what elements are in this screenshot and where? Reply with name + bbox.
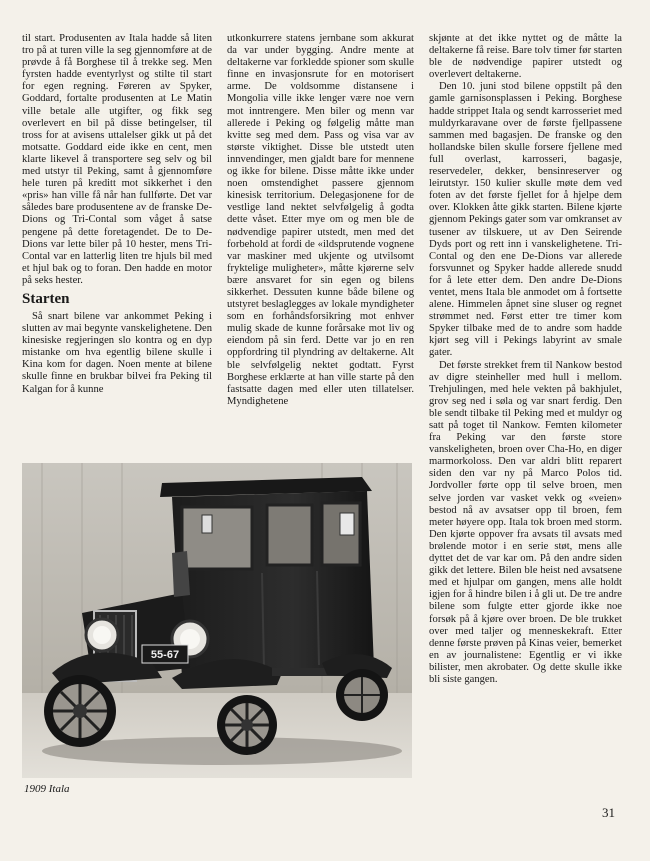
paragraph: Det første strekket frem til Nankow bestod av digre steinheller med hull i mellom. Trehjulingen, med hele vekten på bakhjulet, grov seg ned i søla og var snart ferdig. Den ble sendt tilbake til Peking med et muldyr og satt på toget til Nankow. Femten kilometer fra Peking var den første store vanskeligheten, broen over Cha-Ho, en diger marmorkoloss. Den var aldri blitt reparert siden den var ny på Marco Polos tid. Jordvoller førte opp til selve broen, men selve jorden var vasket vekk og «veien» bestod nå av avsatser opp til broen, fem meter høyere opp. Itala tok broen med storm. Den kjørte oppover fra avsats til avsats med brølende motor i en serie støt, mens alle dyttet det de var kar om. På den andre siden gikk det lettere. Bilen ble heist ned avsatsene med et hjulpar om gangen, mens alle holdt igjen for å hindre bilen i å gli ut. De tre andre bilene som fulgte etter gjorde ikke noe forsøk på å kjøre over broen. De ble trukket over med taljer og menneskekraft. Etter denne første prøven på Kinas veier, bemerket en av journalistene: Egentlig er vi ikke bilister, men akrobater. Og dette skulle ikke bli siste gangen. (429, 359, 622, 685)
front-right-wheel (217, 695, 277, 755)
car-illustration (22, 463, 412, 778)
text-column-1 (22, 33, 212, 396)
text-column-2 (227, 33, 414, 408)
rear-wheel (336, 669, 388, 721)
front-left-wheel (44, 675, 116, 747)
photo-caption: 1909 Itala (24, 783, 70, 795)
paragraph: Så snart bilene var ankommet Peking i slutten av mai begynte vanskelighetene. Den kinesiske regjeringen slo kontra og en dyp mistanke om hva egentlig bilene skulle i Kina kom for dagen. Noen mente at bilene skulle finne en brukbar bilvei fra Peking til Kalgan for å kunne (22, 310, 212, 395)
text-column-3 (429, 33, 622, 686)
section-heading: Starten (22, 290, 70, 307)
paragraph: skjønte at det ikke nyttet og de måtte la deltakerne få reise. Bare tolv timer før starten ble de nødvendige papirer utstedt og overlevert deltakerne. (429, 33, 622, 81)
paragraph: til start. Produsenten av Itala hadde så liten tro på at turen ville la seg gjennomføre at de prøvde å få Borghese til å trekke seg. Men fyrsten hadde eventyrlyst og stilte til start for egen regning. Føreren av Spyker, Goddard, fortalte produsenten at Le Matin ville betale alle utgifter, og fikk seg overlevert en bil på disse betingelser, til tross for at avisens uttalelser gikk ut på det motsatte. Goddard eide ikke en cent, men klarte likevel å transportere seg selv og bil med utstyr til Peking, samt å gjennomføre hele turen på kreditt mot sikkerhet i den «pris» han ville få når han fullførte. Det var således bare produsentene av de franske De-Dions og Tri-Contal som våget å satse pengene på dette foretagendet. De to De-Dions var lette biler på 10 hester, mens Tri-Contal var en latterlig liten tre hjuls bil med et hjul bak og to foran. Den hadde en motor på seks hester. (22, 33, 212, 286)
page-number: 31 (602, 805, 615, 820)
paragraph: utkonkurrere statens jernbane som akkurat da var under bygging. Andre mente at deltakerne var forkledde spioner som skulle finne en invasjonsrute for en motorisert arme. De voldsomme distansene i Mongolia ville ikke lenger være noe vern mot inntrengere. Men biler og menn var allerede i Peking og følgelig måtte man kvitte seg med dem. Pass og visa var av største viktighet. Disse ble utstedt uten innvendinger, men gjaldt bare for mennene og ikke for bilene. Disse måtte ikke under noen omstendighet passere gjennom kinesisk territorium. Delegasjonene for de vestlige land nektet selvfølgelig å godta dette våset. Etter mye om og men ble de nødvendige papirer utstedt, men med det forbehold at fordi de «ildsprutende vognene var maskiner med ukjente og utvilsomt fryktelige muligheter», måtte kjørerne selv bære ansvaret for sin egen og bilens sikkerhet. Dessuten kunne både bilene og utstyret beslaglegges av lokale myndigheter som en forhåndsforsikring mot enhver mulig skade de kunne forårsake mot liv og eiendom på sin ferd. Dette var jo en ren oppfordring til plyndring av deltakerne. Alt ble selvfølgelig nektet godtatt. Fyrst Borghese erklærte at han ville starte på den fastsatte dagen med eller uten tillatelser. Myndighetene (227, 33, 414, 407)
paragraph: Den 10. juni stod bilene oppstilt på den gamle garnisonsplassen i Peking. Borghese hadde strippet Itala og sendt karrosseriet med muldyrkaravane over de første fjellpassene sammen med bagasjen. De franske og den hollandske bilen skulle forsere fjellene med full overlast, karrosseri, bagasje, reservedeler, dekker, bensinreserver og leirutstyr. 150 kulier skulle møte dem ved foten av det første fjellet for å hjelpe dem over. Klokken åtte gikk starten. Bilene kjørte gjennom Pekings gater som var omkranset av tusener av tilskuere, ut av Den Seirende Dyds port og rett inn i vanskelighetene. Tri-Contal og den ene De-Dions var allerede forsvunnet og Spyker hadde allerede snudd for å lete etter dem. Den andre De-Dions ventet, mens Itala ble anmodet om å fortsette alene. Himmelen åpnet sine sluser og regnet strømmet ned. Først etter tre timer kom Spyker tilbake med de to andre som hadde kjørt seg vill i Pekings labyrint av smale gater. (429, 81, 622, 359)
vintage-car-photo (22, 463, 412, 778)
license-plate: 55-67 (150, 649, 180, 661)
